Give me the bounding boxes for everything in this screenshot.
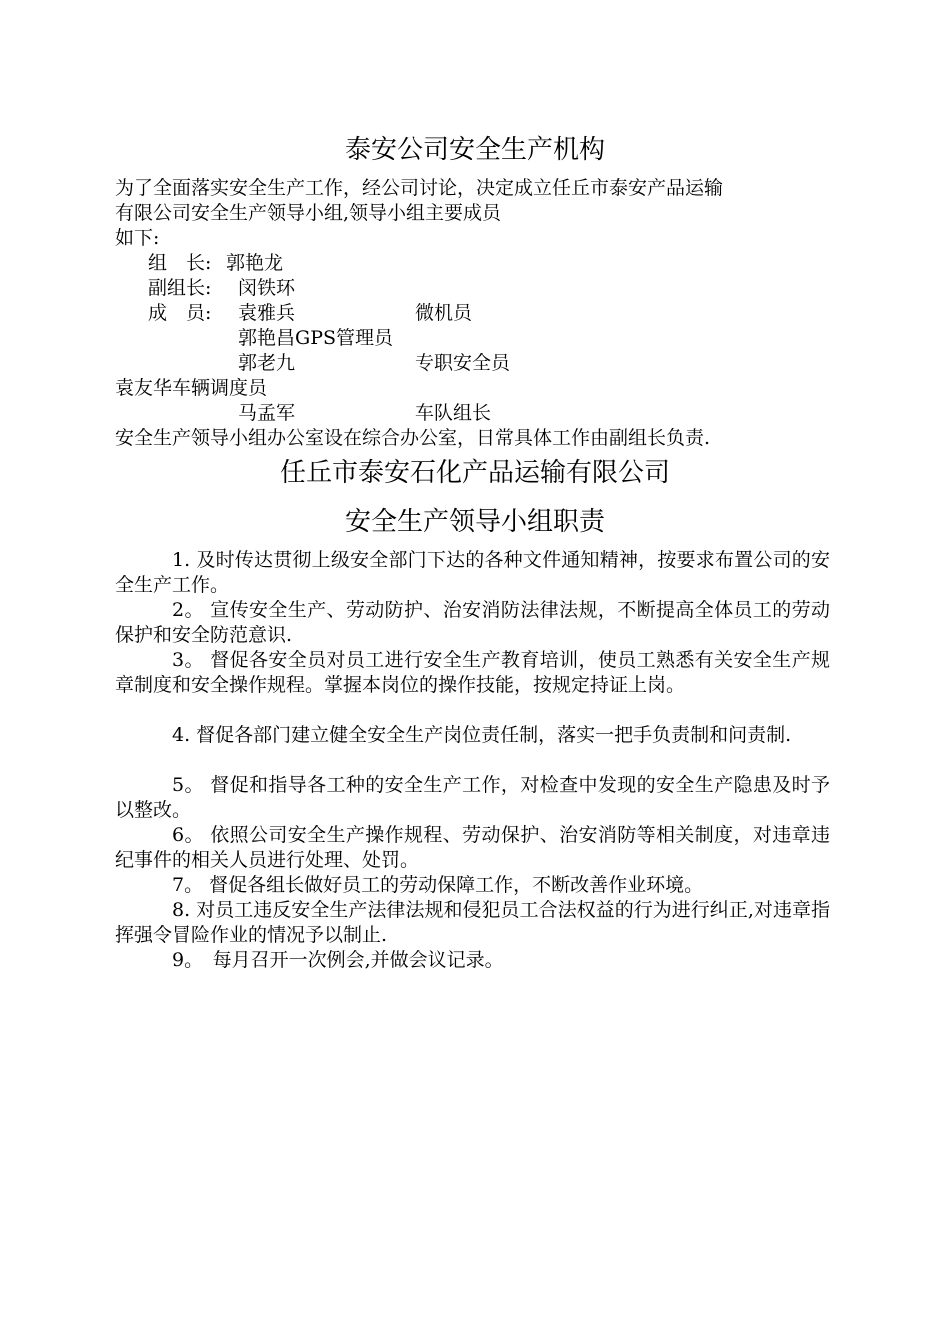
member-role: 专职安全员	[415, 352, 511, 374]
leader-label: 组 长:	[148, 252, 212, 274]
member-role: GPS管理员	[295, 327, 393, 349]
duties-title: 安全生产领导小组职责	[344, 507, 605, 537]
member-entry	[238, 326, 393, 351]
member-name: 郭艳昌	[238, 327, 296, 349]
office-note: 安全生产领导小组办公室设在综合办公室，日常具体工作由副组长负责.	[115, 427, 711, 449]
duty-item-1: 1. 及时传达贯彻上级安全部门下达的各种文件通知精神，按要求布置公司的安全生产工作。	[115, 549, 830, 596]
deputy-name: 闵铁环	[238, 277, 296, 299]
member-name: 马孟军	[238, 402, 296, 424]
duty-item-3: 3。 督促各安全员对员工进行安全生产教育培训，使员工熟悉有关安全生产规章制度和安全操作规程。掌握本岗位的操作技能，按规定持证上岗。	[115, 649, 830, 696]
duty-item-9: 9。 每月召开一次例会,并做会议记录。	[172, 949, 504, 971]
member-entry	[115, 376, 267, 401]
intro-line-3: 如下:	[115, 227, 160, 249]
duty-item-7: 7。 督促各组长做好员工的劳动保障工作，不断改善作业环境。	[172, 874, 704, 896]
deputy-label: 副组长:	[148, 277, 212, 299]
member-role: 车队组长	[415, 402, 492, 424]
intro-line-1: 为了全面落实安全生产工作，经公司讨论，决定成立任丘市泰安产品运输	[115, 177, 724, 199]
member-role: 车辆调度员	[172, 377, 268, 399]
member-name: 袁雅兵	[238, 302, 296, 324]
member-name: 袁友华	[115, 377, 173, 399]
duty-item-4: 4. 督促各部门建立健全安全生产岗位责任制，落实一把手负责制和问责制.	[172, 724, 792, 746]
member-role: 微机员	[415, 302, 473, 324]
members-label: 成 员:	[148, 302, 212, 324]
duty-item-5: 5。 督促和指导各工种的安全生产工作，对检查中发现的安全生产隐患及时予以整改。	[115, 774, 830, 821]
leader-name: 郭艳龙	[226, 252, 284, 274]
member-name: 郭老九	[238, 352, 296, 374]
duty-item-6: 6。 依照公司安全生产操作规程、劳动保护、治安消防等相关制度，对违章违纪事件的相关人员进行处理、处罚。	[115, 824, 830, 871]
intro-line-2: 有限公司安全生产领导小组,领导小组主要成员	[115, 202, 502, 224]
duty-item-2: 2。 宣传安全生产、劳动防护、治安消防法律法规，不断提高全体员工的劳动保护和安全防范意识.	[115, 599, 830, 646]
document-title: 泰安公司安全生产机构	[344, 135, 605, 165]
duty-item-8: 8. 对员工违反安全生产法律法规和侵犯员工合法权益的行为进行纠正,对违章指挥强令冒险作业的情况予以制止.	[115, 899, 830, 946]
company-title: 任丘市泰安石化产品运输有限公司	[279, 458, 670, 488]
